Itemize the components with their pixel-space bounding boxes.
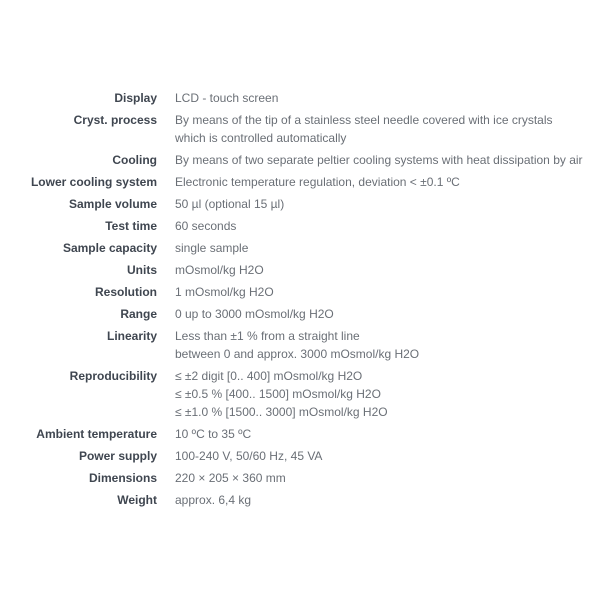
spec-label: Resolution <box>95 285 157 299</box>
spec-value-line: LCD - touch screen <box>175 91 279 105</box>
spec-row <box>0 151 600 169</box>
spec-value <box>175 469 286 487</box>
spec-value-line: Electronic temperature regulation, deviation < ±0.1 ºC <box>175 175 460 189</box>
spec-value <box>175 491 251 509</box>
spec-row <box>0 447 600 465</box>
spec-value <box>175 283 274 301</box>
spec-value <box>175 261 264 279</box>
spec-value-line: mOsmol/kg H2O <box>175 263 264 277</box>
spec-value <box>175 239 248 257</box>
spec-value-line: ≤ ±1.0 % [1500.. 3000] mOsmol/kg H2O <box>175 405 388 419</box>
spec-row <box>0 327 600 363</box>
spec-row <box>0 89 600 107</box>
spec-value <box>175 425 251 443</box>
spec-value-line: 0 up to 3000 mOsmol/kg H2O <box>175 307 334 321</box>
spec-label: Test time <box>105 219 157 233</box>
spec-value <box>175 151 583 169</box>
spec-value <box>175 327 419 363</box>
spec-value-line: approx. 6,4 kg <box>175 493 252 507</box>
spec-value-line: ≤ ±0.5 % [400.. 1500] mOsmol/kg H2O <box>175 387 381 401</box>
spec-label: Linearity <box>106 329 157 343</box>
spec-value <box>175 367 388 421</box>
spec-value-line: 60 seconds <box>175 219 237 233</box>
spec-label: Weight <box>117 493 157 507</box>
spec-value-line: By means of two separate peltier cooling systems with heat dissipation by air <box>175 153 583 167</box>
spec-value-line: Less than ±1 % from a straight line <box>175 329 360 343</box>
spec-value <box>175 305 334 323</box>
spec-label: Dimensions <box>88 471 157 485</box>
spec-value-line: which is controlled automatically <box>175 131 347 145</box>
spec-row <box>0 469 600 487</box>
spec-value <box>175 89 278 107</box>
spec-value <box>175 111 553 147</box>
spec-table <box>0 89 600 513</box>
spec-value-line: single sample <box>175 241 249 255</box>
spec-label: Lower cooling system <box>30 175 157 189</box>
spec-value <box>175 447 322 465</box>
spec-row <box>0 367 600 421</box>
spec-row <box>0 305 600 323</box>
spec-label: Reproducibility <box>69 369 157 383</box>
spec-label: Units <box>127 263 157 277</box>
spec-label: Cryst. process <box>73 113 157 127</box>
spec-label: Sample capacity <box>62 241 157 255</box>
spec-row <box>0 283 600 301</box>
spec-value-line: ≤ ±2 digit [0.. 400] mOsmol/kg H2O <box>175 369 363 383</box>
spec-row <box>0 195 600 213</box>
spec-row <box>0 173 600 191</box>
spec-row <box>0 425 600 443</box>
spec-row <box>0 111 600 147</box>
spec-value-line: 10 ºC to 35 ºC <box>175 427 252 441</box>
spec-value-line: 220 × 205 × 360 mm <box>175 471 286 485</box>
spec-value-line: By means of the tip of a stainless steel needle covered with ice crystals <box>175 113 553 127</box>
spec-label: Cooling <box>112 153 157 167</box>
spec-label: Power supply <box>78 449 157 463</box>
spec-row <box>0 217 600 235</box>
spec-value <box>175 195 284 213</box>
spec-row <box>0 261 600 279</box>
spec-value-line: 100-240 V, 50/60 Hz, 45 VA <box>175 449 323 463</box>
spec-value <box>175 173 460 191</box>
spec-row <box>0 239 600 257</box>
spec-label: Display <box>114 91 157 105</box>
spec-label: Sample volume <box>68 197 157 211</box>
spec-value-line: between 0 and approx. 3000 mOsmol/kg H2O <box>175 347 420 361</box>
spec-label: Ambient temperature <box>36 427 157 441</box>
spec-label: Range <box>120 307 157 321</box>
spec-row <box>0 491 600 509</box>
spec-value-line: 1 mOsmol/kg H2O <box>175 285 274 299</box>
spec-value-line: 50 µl (optional 15 µl) <box>175 197 285 211</box>
spec-value <box>175 217 236 235</box>
